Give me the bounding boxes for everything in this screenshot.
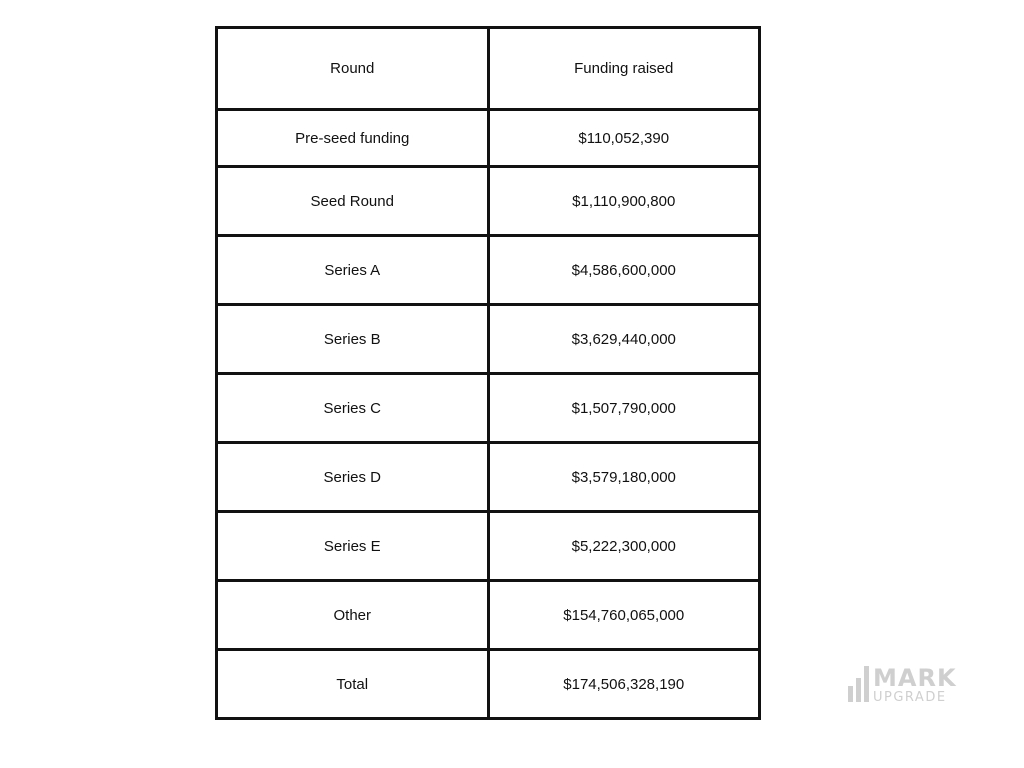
round-cell: Series E xyxy=(217,512,489,581)
amount-cell: $1,110,900,800 xyxy=(488,167,760,236)
table-row xyxy=(217,443,760,512)
header-round: Round xyxy=(217,28,489,110)
table-row xyxy=(217,305,760,374)
watermark-logo xyxy=(848,664,978,704)
amount-cell: $154,760,065,000 xyxy=(488,581,760,650)
round-cell: Series B xyxy=(217,305,489,374)
round-cell: Seed Round xyxy=(217,167,489,236)
table-row xyxy=(217,110,760,167)
header-funding-raised: Funding raised xyxy=(488,28,760,110)
round-cell: Total xyxy=(217,650,489,719)
table-row xyxy=(217,374,760,443)
round-cell: Pre-seed funding xyxy=(217,110,489,167)
amount-cell: $1,507,790,000 xyxy=(488,374,760,443)
amount-cell: $3,629,440,000 xyxy=(488,305,760,374)
table-header-row xyxy=(217,28,760,110)
table-row xyxy=(217,512,760,581)
round-cell: Other xyxy=(217,581,489,650)
amount-cell: $110,052,390 xyxy=(488,110,760,167)
amount-cell: $3,579,180,000 xyxy=(488,443,760,512)
amount-cell: $174,506,328,190 xyxy=(488,650,760,719)
bar-chart-icon xyxy=(848,666,869,702)
table-row xyxy=(217,167,760,236)
round-cell: Series A xyxy=(217,236,489,305)
round-cell: Series D xyxy=(217,443,489,512)
watermark-line2: UPGRADE xyxy=(873,690,947,705)
funding-table xyxy=(215,26,761,720)
table-row-total xyxy=(217,650,760,719)
table-row xyxy=(217,581,760,650)
round-cell: Series C xyxy=(217,374,489,443)
amount-cell: $4,586,600,000 xyxy=(488,236,760,305)
amount-cell: $5,222,300,000 xyxy=(488,512,760,581)
table-row xyxy=(217,236,760,305)
watermark-line1: MARK xyxy=(873,664,957,692)
